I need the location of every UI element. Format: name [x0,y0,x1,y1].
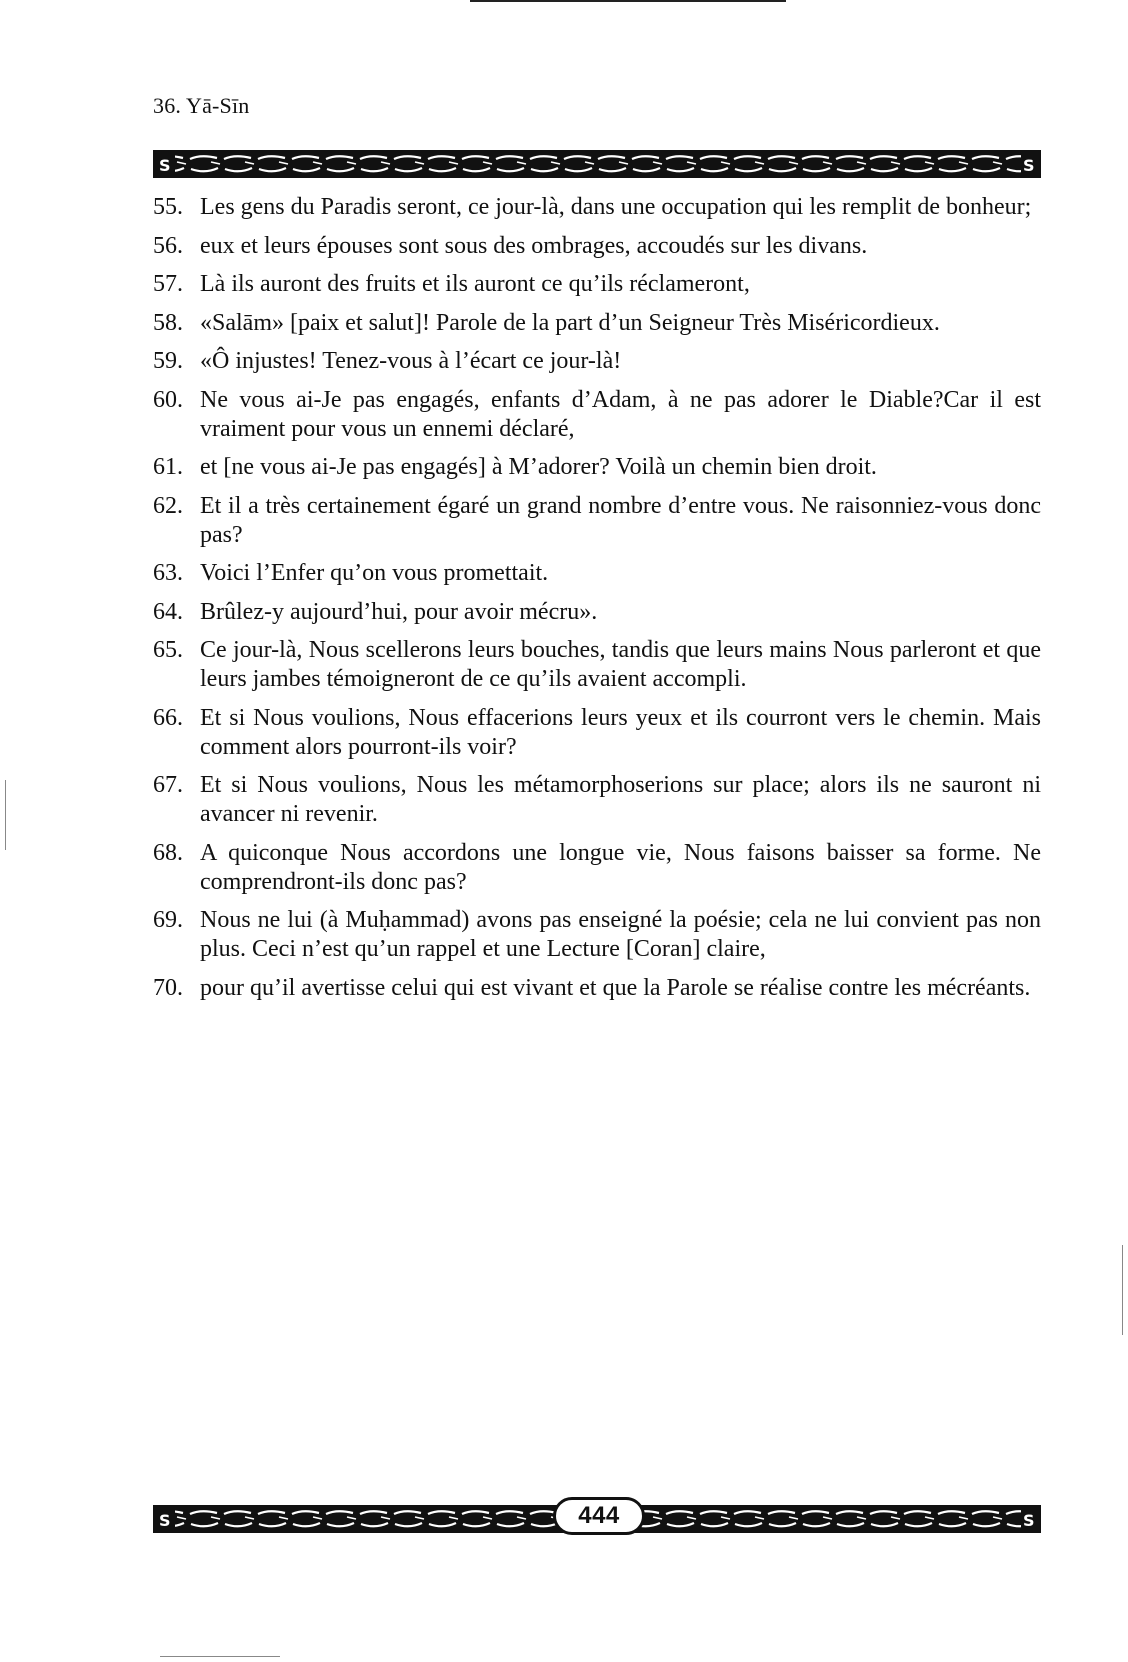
verse-text: pour qu’il avertisse celui qui est vivant et que la Parole se réalise contre les mécréants. [200,974,1031,1001]
verse-item [153,309,1041,338]
verse-number: 64. [153,598,183,625]
verse-item [153,453,1041,482]
verse-item [153,193,1041,222]
verse-text: Et si Nous voulions, Nous les métamorphoserions sur place; alors ils ne sauront ni avancer ni revenir. [200,772,1041,827]
verse-text: Brûlez-y aujourd’hui, pour avoir mécru». [200,598,598,625]
verse-text: Là ils auront des fruits et ils auront ce qu’ils réclameront, [200,271,750,297]
verse-item [153,270,1041,299]
left-margin-mark [5,780,6,850]
right-margin-mark [1122,1245,1123,1335]
page-number: 444 [553,1497,645,1535]
top-rule [470,0,786,2]
verse-number: 59. [153,348,183,374]
verse-list [153,193,1041,1012]
ornament-pattern-top [153,150,1041,178]
verse-number: 55. [153,194,183,220]
verse-item [153,347,1041,376]
verse-number: 66. [153,704,183,731]
ornamental-band-top [153,150,1041,178]
running-head: 36. Yā-Sīn [153,93,250,118]
bottom-crop-mark [160,1656,280,1657]
verse-item [153,232,1041,261]
verse-text: «Salām» [paix et salut]! Parole de la part d’un Seigneur Très Miséricordieux. [200,309,940,336]
verse-number: 62. [153,492,183,519]
verse-number: 57. [153,271,183,297]
verse-item [153,771,1041,829]
verse-text: Nous ne lui (à Muḥammad) avons pas enseigné la poésie; cela ne lui convient pas non plus. Ceci n’est qu’un rappel et une Lecture [Coran] claire, [200,907,1041,962]
verse-item [153,386,1041,444]
verse-number: 60. [153,386,183,413]
verse-number: 68. [153,839,183,866]
verse-item [153,906,1041,964]
verse-number: 56. [153,232,183,259]
svg-text:S: S [159,1511,171,1530]
verse-number: 69. [153,907,183,933]
verse-item [153,974,1041,1003]
verse-number: 70. [153,974,183,1001]
verse-text: Et si Nous voulions, Nous effacerions leurs yeux et ils courront vers le chemin. Mais comment alors pourront-ils voir? [200,704,1041,760]
verse-item [153,492,1041,550]
verse-number: 63. [153,560,183,586]
verse-number: 67. [153,772,183,798]
verse-number: 61. [153,454,183,480]
svg-text:S: S [159,156,171,175]
verse-text: Voici l’Enfer qu’on vous promettait. [200,560,549,586]
verse-text: Les gens du Paradis seront, ce jour-là, dans une occupation qui les remplit de bonheur; [200,194,1032,220]
verse-number: 58. [153,309,183,336]
verse-item [153,704,1041,762]
verse-item [153,839,1041,897]
verse-item [153,598,1041,627]
verse-text: Ce jour-là, Nous scellerons leurs bouches, tandis que leurs mains Nous parleront et que leurs jambes témoigneront de ce qu’ils avaient accompli. [200,637,1041,692]
verse-item [153,636,1041,694]
verse-text: A quiconque Nous accordons une longue vie, Nous faisons baisser sa forme. Ne comprendront-ils donc pas? [200,839,1041,895]
svg-text:S: S [1023,156,1035,175]
svg-text:S: S [1023,1511,1035,1530]
verse-text: eux et leurs épouses sont sous des ombrages, accoudés sur les divans. [200,232,868,259]
verse-text: et [ne vous ai-Je pas engagés] à M’adorer? Voilà un chemin bien droit. [200,454,877,480]
verse-number: 65. [153,637,183,663]
verse-text: Ne vous ai-Je pas engagés, enfants d’Adam, à ne pas adorer le Diable?Car il est vraiment pour vous un ennemi déclaré, [200,386,1041,442]
verse-text: «Ô injustes! Tenez-vous à l’écart ce jour-là! [200,348,622,374]
verse-text: Et il a très certainement égaré un grand nombre d’entre vous. Ne raisonniez-vous donc pas? [200,492,1041,548]
verse-item [153,559,1041,588]
